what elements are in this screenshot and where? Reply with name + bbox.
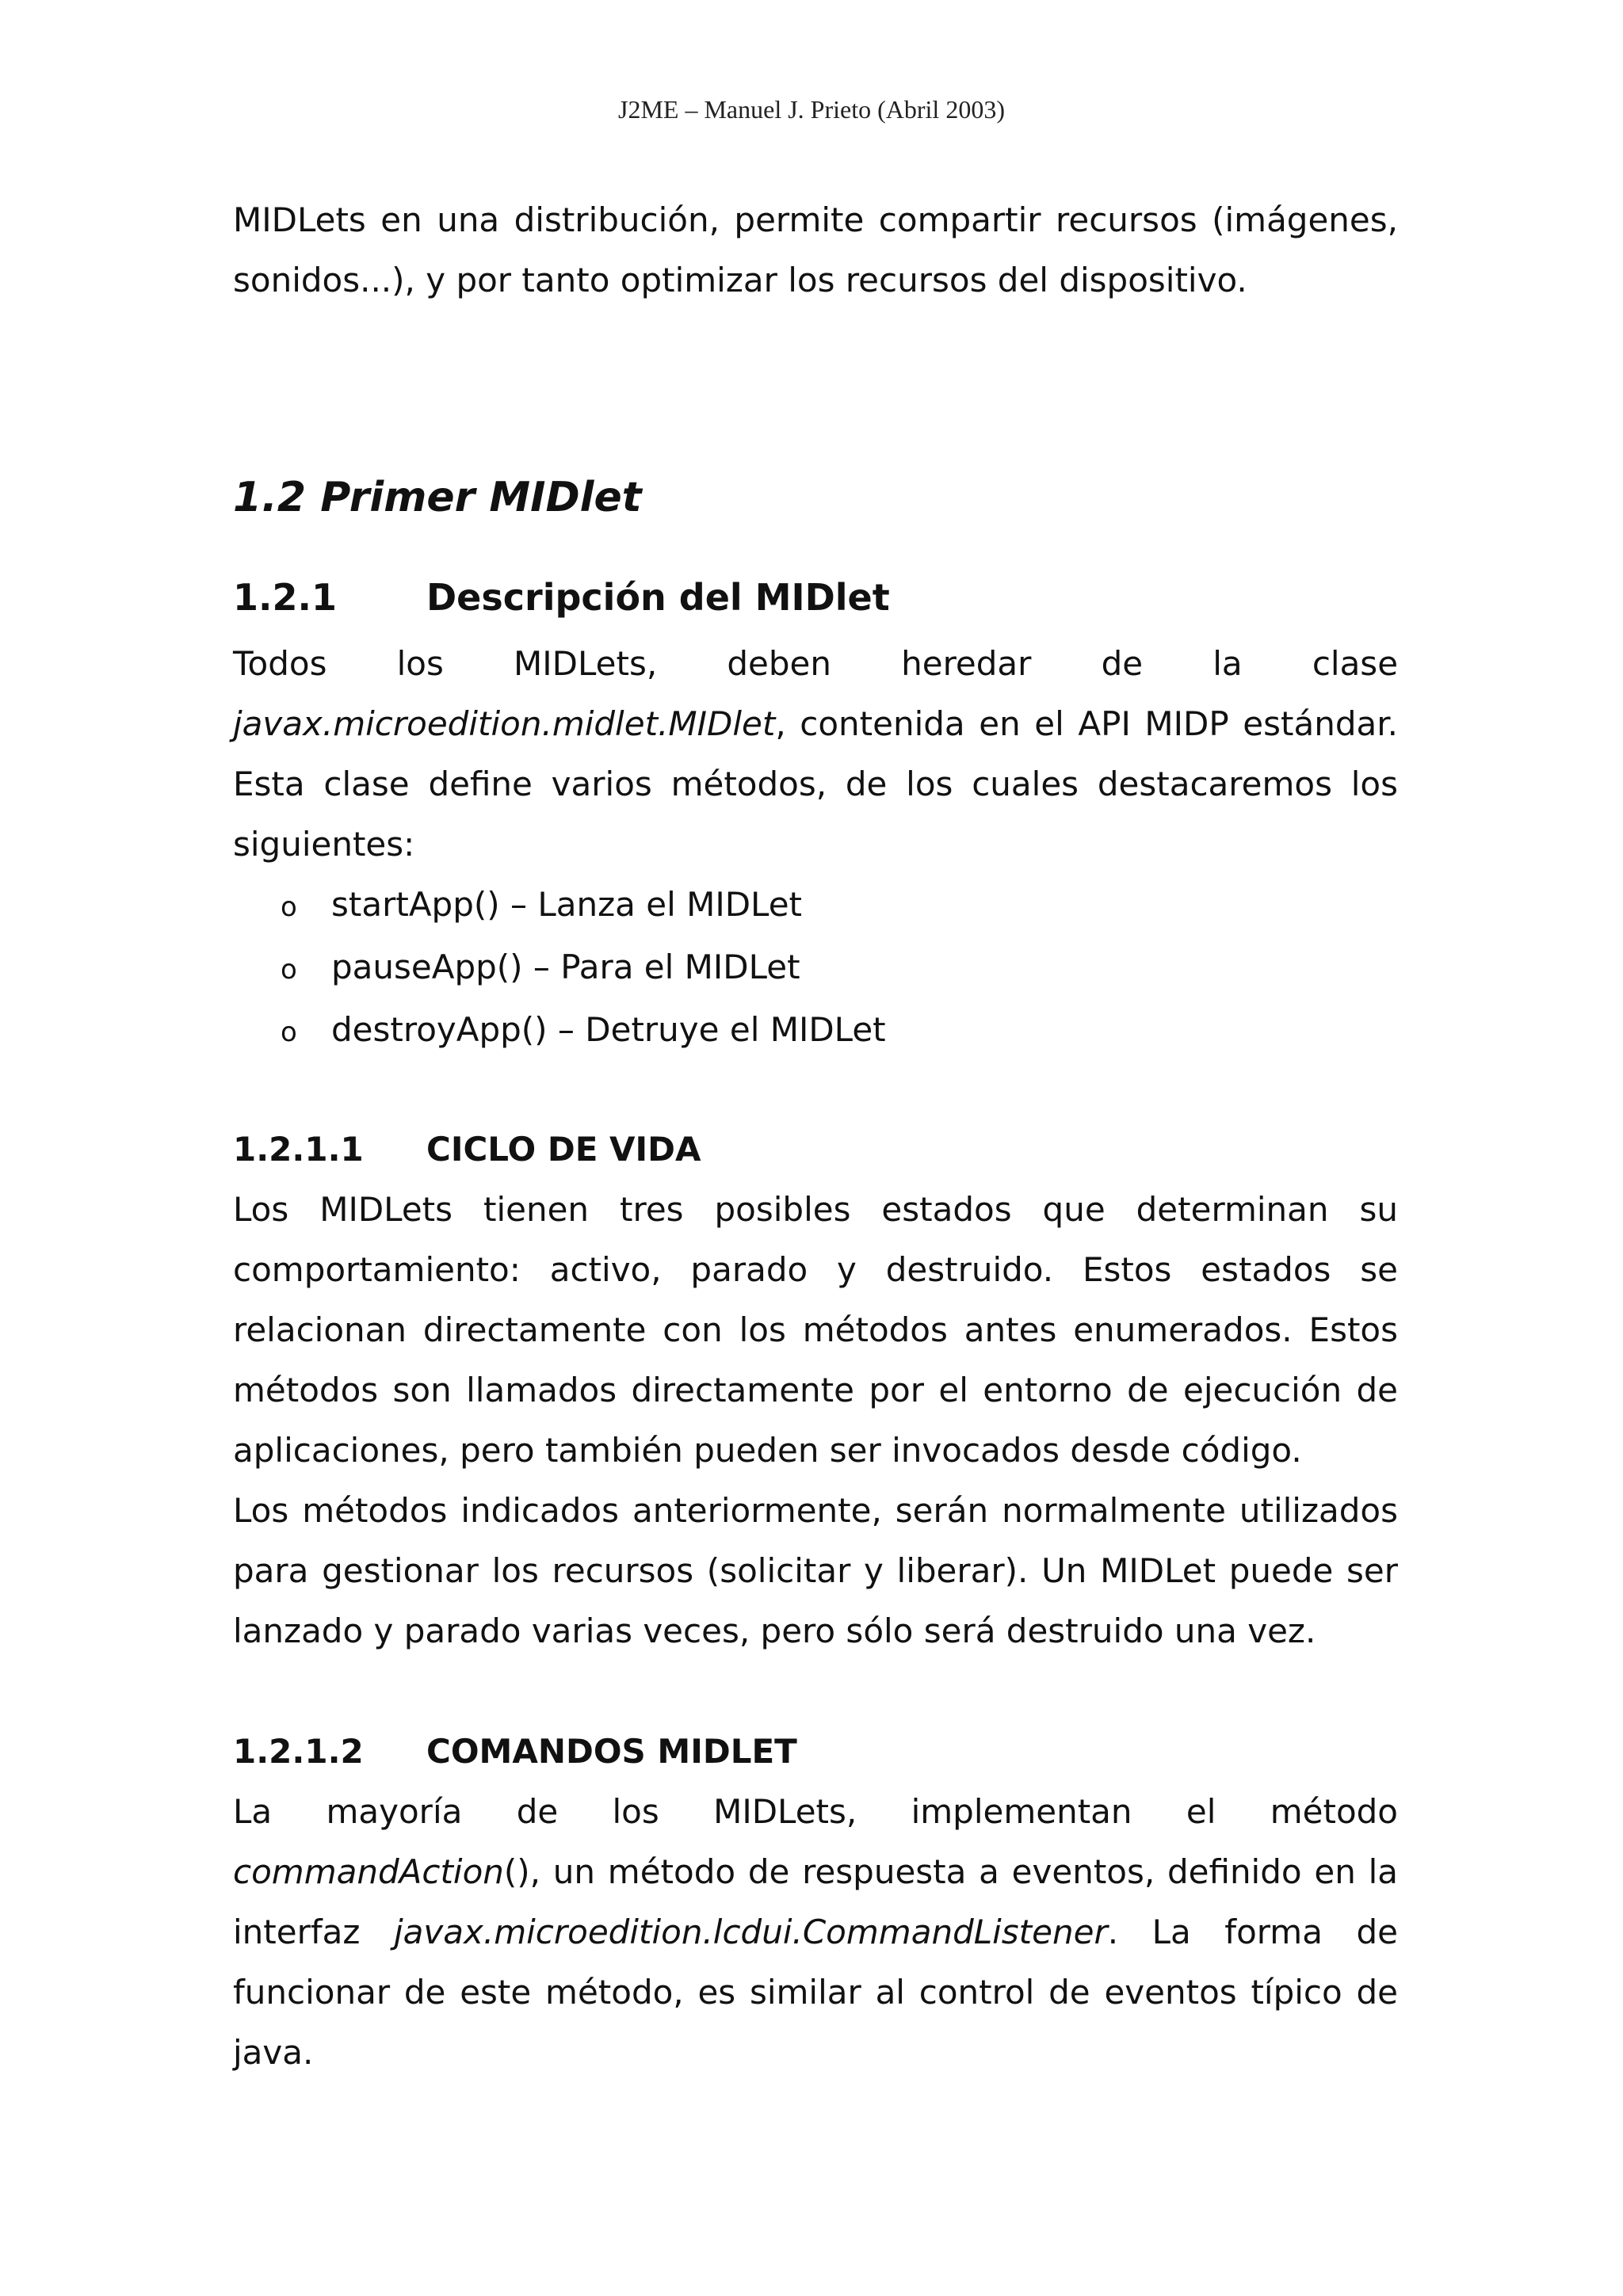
spacer (233, 1661, 1398, 1722)
section-heading-1-2-1-2 (233, 1722, 1398, 1782)
list-item (233, 937, 1398, 1000)
word: clase (1312, 644, 1399, 683)
bullet-icon: o (281, 891, 297, 923)
list-item-text: pauseApp() – Para el MIDLet (331, 948, 800, 986)
word: la (1212, 644, 1243, 683)
section-title: Descripción del MIDlet (426, 576, 890, 619)
word: de (516, 1792, 559, 1831)
section-title: COMANDOS MIDLET (426, 1732, 797, 1771)
word: mayoría (326, 1792, 463, 1831)
word: los (612, 1792, 659, 1831)
page-content (233, 190, 1398, 2083)
section-number: 1.2.1 (233, 576, 337, 619)
description-paragraph (233, 694, 1398, 875)
method-name: commandAction (233, 1852, 504, 1891)
list-item (233, 875, 1398, 937)
word: método (1270, 1792, 1398, 1831)
word: los (396, 644, 444, 683)
word: MIDLets, (713, 1792, 857, 1831)
word: La (233, 1792, 273, 1831)
word: de (1101, 644, 1144, 683)
bullet-icon: o (281, 1016, 297, 1048)
word: Todos (233, 644, 327, 683)
interface-name: javax.microedition.lcdui.CommandListener (393, 1913, 1108, 1951)
list-item-text: destroyApp() – Detruye el MIDLet (331, 1010, 886, 1049)
bullet-icon: o (281, 954, 297, 986)
word: MIDLets, (514, 644, 658, 683)
list-item (233, 1000, 1398, 1062)
page-header: J2ME – Manuel J. Prieto (Abril 2003) (618, 95, 1005, 124)
section-heading-1-2-1-1 (233, 1119, 1398, 1180)
paragraph-text: . La forma de funcionar de este método, es similar al control de eventos típico de java. (233, 1913, 1398, 2072)
paragraph-text: (), un método de respuesta a eventos, definido en la interfaz (233, 1852, 1398, 1951)
section-number: 1.2.1.1 (233, 1130, 364, 1169)
description-paragraph-line1 (233, 634, 1398, 694)
word: deben (727, 644, 831, 683)
spacer (233, 311, 1398, 466)
section-heading-1-2-1 (233, 566, 1398, 629)
spacer (233, 1062, 1398, 1119)
section-number: 1.2.1.2 (233, 1732, 364, 1771)
lifecycle-paragraph-1: Los MIDLets tienen tres posibles estados que determinan su comportamiento: activo, parado y destruido. Estos estados se relacionan directamente con los métodos antes enumerados. Estos métodos son llamados directamente por el entorno de ejecución de aplicaciones, pero también pueden ser invocados desde código. (233, 1190, 1398, 1470)
method-list (233, 875, 1398, 1062)
class-name: javax.microedition.midlet.MIDlet (233, 704, 776, 743)
word: implementan (911, 1792, 1132, 1831)
word: heredar (901, 644, 1032, 683)
word: el (1186, 1792, 1216, 1831)
section-heading-1-2: 1.2 Primer MIDlet (233, 474, 642, 521)
paragraph-text: , contenida en el API MIDP estándar. Esta clase define varios métodos, de los cuales destacaremos los siguientes: (233, 704, 1398, 864)
spacer (233, 529, 1398, 566)
lifecycle-paragraph-2: Los métodos indicados anteriormente, serán normalmente utilizados para gestionar los recursos (solicitar y liberar). Un MIDLet puede ser lanzado y parado varias veces, pero sólo será destruido una vez. (233, 1491, 1398, 1650)
commands-paragraph-line1 (233, 1782, 1398, 1842)
list-item-text: startApp() – Lanza el MIDLet (331, 885, 803, 924)
section-title: CICLO DE VIDA (426, 1130, 701, 1169)
commands-paragraph (233, 1842, 1398, 2083)
intro-paragraph: MIDLets en una distribución, permite compartir recursos (imágenes, sonidos...), y por tanto optimizar los recursos del dispositivo. (233, 200, 1398, 299)
